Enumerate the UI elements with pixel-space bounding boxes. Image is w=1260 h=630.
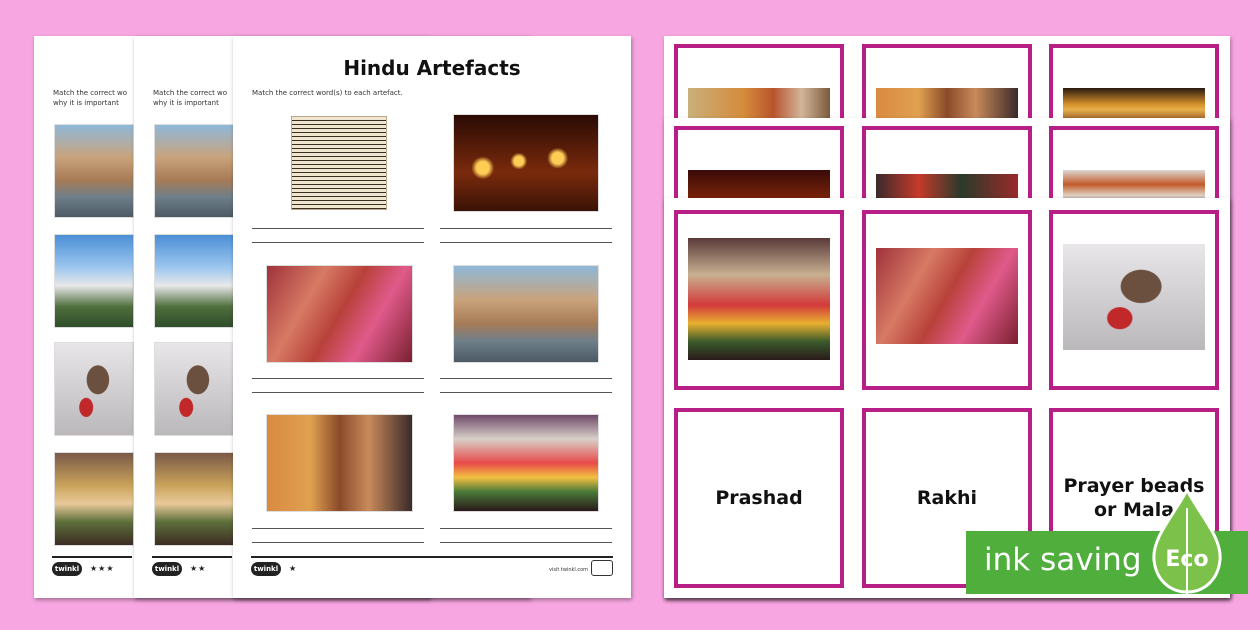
answer-line — [252, 228, 424, 229]
website-link[interactable]: visit twinkl.com — [549, 567, 589, 573]
answer-line — [440, 542, 612, 543]
footer-rule — [52, 556, 132, 558]
answer-line — [252, 392, 424, 393]
photo-ghats — [54, 124, 134, 218]
card-photo — [688, 238, 830, 360]
photo-deities — [266, 414, 413, 512]
worksheet-instruction: Match the correct wo why it is important — [53, 89, 128, 107]
worksheet-instruction: Match the correct wo why it is important — [153, 89, 228, 107]
answer-line — [252, 242, 424, 243]
photo-ghats — [453, 265, 599, 363]
card-photo — [876, 248, 1018, 344]
twinkl-logo: twinkl — [251, 562, 281, 576]
answer-line — [440, 378, 612, 379]
eco-leaf-icon — [1150, 488, 1224, 598]
photo-prayer-beads — [54, 342, 134, 436]
difficulty-stars: ★ — [289, 564, 298, 573]
card-photo-rakhi — [862, 210, 1032, 390]
card-label: Rakhi — [916, 487, 978, 509]
card-photo-beads — [1049, 210, 1219, 390]
worksheet-instruction: Match the correct word(s) to each artefact. — [252, 89, 403, 97]
photo-shrine — [54, 452, 134, 546]
photo-altar — [453, 414, 599, 512]
answer-line — [252, 542, 424, 543]
photo-rakhi — [266, 265, 413, 363]
answer-line — [440, 392, 612, 393]
difficulty-stars: ★★ — [190, 564, 207, 573]
photo-taj-mahal — [54, 234, 134, 328]
worksheet-front — [233, 36, 631, 598]
photo-diya-lamps — [453, 114, 599, 212]
ink-saving-text: ink saving — [984, 542, 1142, 578]
footer-rule — [251, 556, 613, 558]
answer-line — [440, 528, 612, 529]
answer-line — [440, 228, 612, 229]
card-photo-altar — [674, 210, 844, 390]
photo-taj-mahal — [154, 234, 234, 328]
twinkl-logo: twinkl — [52, 562, 82, 576]
photo-prayer-beads — [154, 342, 234, 436]
photo-shrine — [154, 452, 234, 546]
difficulty-stars: ★★★ — [90, 564, 115, 573]
answer-line — [252, 528, 424, 529]
footer-rule — [152, 556, 232, 558]
twinkl-badge-icon — [591, 560, 613, 576]
photo-scripture — [291, 116, 387, 210]
card-label: Prayer beads or Mala — [1063, 475, 1205, 521]
card-label: Prashad — [715, 487, 803, 509]
answer-line — [252, 378, 424, 379]
card-word-prashad — [674, 408, 844, 588]
card-photo — [1063, 244, 1205, 350]
page-title: Hindu Artefacts — [343, 56, 521, 80]
twinkl-logo: twinkl — [152, 562, 182, 576]
photo-ghats — [154, 124, 234, 218]
answer-line — [440, 242, 612, 243]
eco-leaf-text: Eco — [1165, 547, 1209, 572]
